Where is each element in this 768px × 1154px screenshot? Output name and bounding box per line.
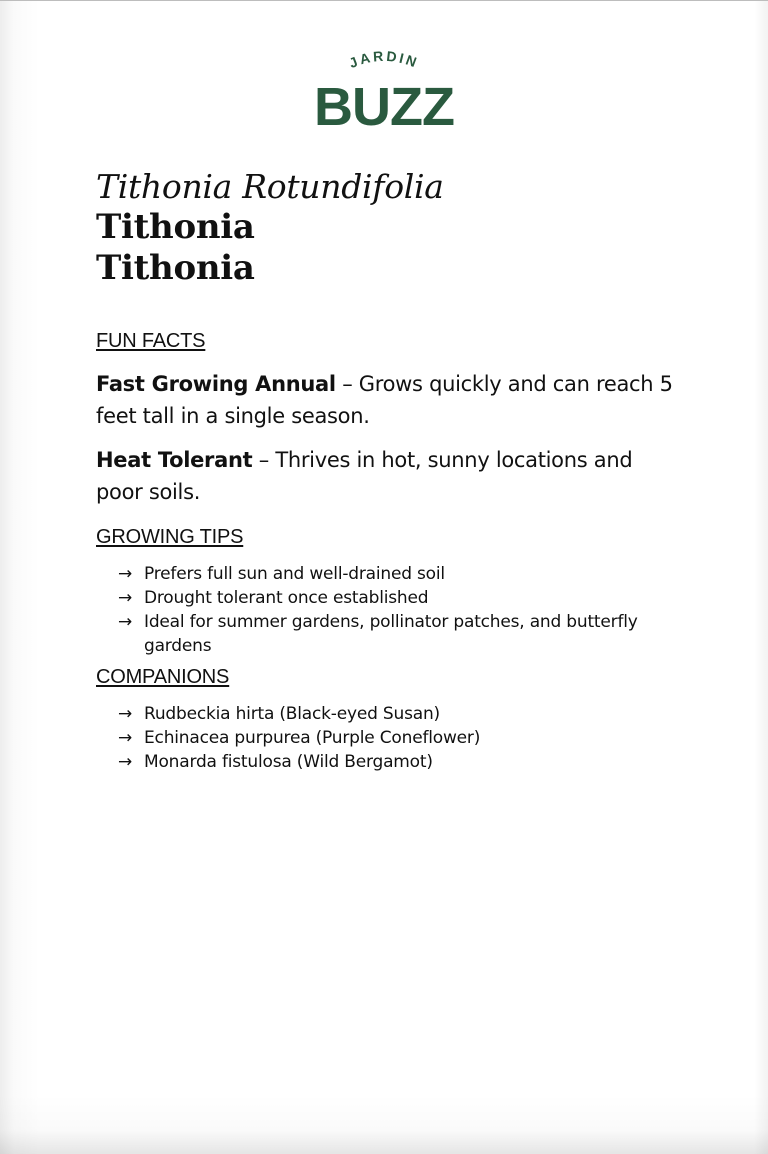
- list-item: [96, 750, 676, 774]
- fun-fact-item: [96, 368, 676, 432]
- list-item: [96, 586, 676, 610]
- fun-fact-item: [96, 444, 676, 508]
- companions-heading: COMPANIONS: [96, 666, 230, 688]
- logo-top-word: JARDIN: [346, 47, 422, 71]
- list-item: [96, 726, 676, 750]
- fun-fact-term: Fast Growing Annual: [96, 372, 336, 396]
- arrow-right-icon: →: [118, 728, 133, 748]
- list-item-text: Rudbeckia hirta (Black-eyed Susan): [144, 704, 440, 724]
- list-item-text: Ideal for summer gardens, pollinator patches, and butterfly gardens: [144, 612, 638, 656]
- list-item: [96, 702, 676, 726]
- latin-name: Tithonia Rotundifolia: [96, 167, 444, 206]
- plant-titles: [96, 167, 696, 289]
- arrow-right-icon: →: [118, 612, 133, 632]
- arrow-right-icon: →: [118, 588, 133, 608]
- fun-fact-text: Thrives in hot, sunny locations and poor soils.: [96, 448, 633, 504]
- growing-tips-list: [96, 562, 676, 658]
- list-item: [96, 562, 676, 586]
- arrow-right-icon: →: [118, 752, 133, 772]
- fun-fact-term: Heat Tolerant: [96, 448, 253, 472]
- list-item-text: Prefers full sun and well-drained soil: [144, 564, 445, 584]
- fun-facts-heading: FUN FACTS: [96, 330, 206, 352]
- growing-tips-heading: GROWING TIPS: [96, 526, 244, 548]
- list-item: [96, 610, 676, 658]
- list-item-text: Drought tolerant once established: [144, 588, 429, 608]
- list-item-text: Monarda fistulosa (Wild Bergamot): [144, 752, 433, 772]
- common-name-secondary: Tithonia: [96, 248, 255, 288]
- svg-text:JARDIN: [347, 48, 421, 71]
- companions-list: [96, 702, 676, 774]
- common-name: Tithonia: [96, 207, 255, 247]
- fun-fact-separator: –: [335, 372, 359, 396]
- jardin-buzz-logo: [300, 47, 468, 131]
- fun-fact-separator: –: [252, 448, 276, 472]
- arrow-right-icon: →: [118, 704, 133, 724]
- list-item-text: Echinacea purpurea (Purple Coneflower): [144, 728, 481, 748]
- arrow-right-icon: →: [118, 564, 133, 584]
- fun-fact-text: Grows quickly and can reach 5 feet tall in a single season.: [96, 372, 673, 428]
- logo-main-word: BUZZ: [314, 77, 454, 131]
